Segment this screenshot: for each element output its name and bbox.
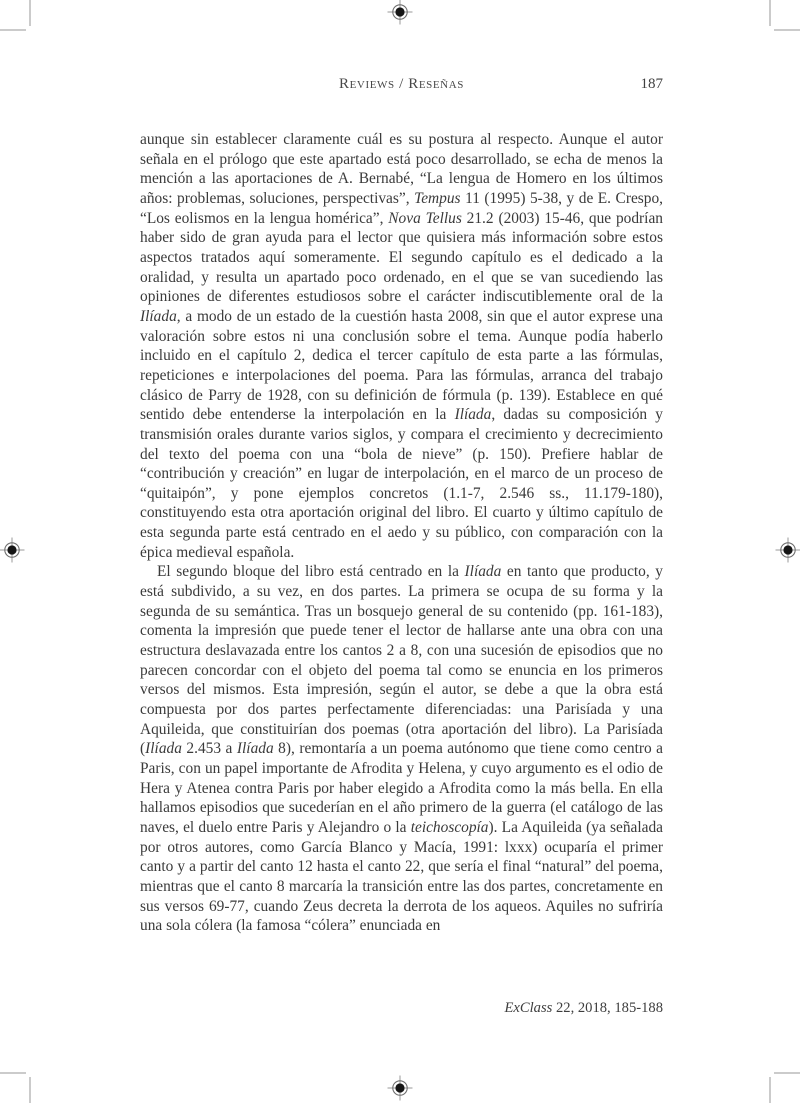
crop-mark-top-left-vertical	[29, 0, 31, 26]
text-run: 11 (1995) 5-38, y de E. Crespo, “Los eolismos en la lengua homérica”,	[140, 189, 663, 227]
text-run: El segundo bloque del libro está centrado en la	[157, 563, 465, 581]
crop-mark-bottom-right-vertical	[769, 1077, 771, 1103]
paragraph	[140, 562, 663, 935]
journal-footer	[140, 1000, 663, 1017]
crop-mark-top-left-horizontal	[0, 29, 26, 31]
crop-mark-bottom-left-vertical	[29, 1077, 31, 1103]
registration-target-icon	[387, 0, 413, 25]
registration-target-icon	[0, 537, 25, 563]
text-run: , a modo de un estado de la cuestión hasta 2008, sin que el autor exprese una valoración sobre estos ni una conclusión sobre el tema. Aunque podía haberlo incluido en el capítulo 2, dedica el tercer capítulo de esta parte a las fórmulas, repeticiones e interpolaciones del poema. Para las fórmulas, arranca del trabajo clásico de Parry de 1928, con su definición de fórmula (p. 139). Establece en qué sentido debe entenderse la interpolación en la	[140, 307, 663, 424]
italic-text-run: Ilíada	[464, 563, 502, 581]
page-header	[140, 76, 663, 93]
body-paragraphs	[140, 130, 663, 936]
text-run: ). La Aquileida (ya señalada por otros autores, como García Blanco y Macía, 1991: lxxx) ocuparía el primer canto y a partir del canto 12 hasta el canto 22, que sería el final “natural” del poema, mientras que el canto 8 marcaría la transición entre las dos partes, concretamente en sus versos 69-77, cuando Zeus decreta la derrota de los aqueos. Aquiles no sufriría una sola cólera (la famosa “cólera” enunciada en	[140, 818, 663, 935]
italic-text-run: Ilíada	[454, 406, 492, 424]
italic-text-run: Tempus	[414, 189, 461, 207]
italic-text-run: ExClass	[504, 1000, 553, 1016]
crop-mark-bottom-left-horizontal	[0, 1072, 26, 1074]
text-run: 8), remontaría a un poema autónomo que tiene como centro a Paris, con un papel importante de Afrodita y Helena, y cuyo argumento es el odio de Hera y Atenea contra Paris por haber elegido a Afrodita como la más bella. En ella hallamos episodios que sucederían en el año primero de la guerra (el catálogo de las naves, el duelo entre Paris y Alejandro o la	[140, 740, 664, 836]
text-run: , dadas su composición y transmisión orales durante varios siglos, y compara el crecimiento y decrecimiento del texto del poema con una “bola de nieve” (p. 150). Prefiere hablar de “contribución y creación” en lugar de interpolación, en el marco de un proceso de “quitaipón”, y pone ejemplos concretos (1.1-7, 2.546 ss., 11.179-180), constituyendo esta otra aportación original del libro. El cuarto y último capítulo de esta segunda parte está centrado en el aedo y su público, con comparación con la épica medieval española.	[140, 406, 663, 561]
italic-text-run: Ilíada	[140, 307, 177, 325]
crop-mark-bottom-right-horizontal	[774, 1072, 800, 1074]
italic-text-run: Nova Tellus	[388, 209, 462, 227]
running-header-title: Reviews / Reseñas	[339, 76, 464, 92]
text-run: en tanto que producto, y está subdivido, a su vez, en dos partes. La primera se ocupa de su forma y la segunda de su semántica. Tras un bosquejo general de su contenido (pp. 161-183), comenta la impresión que puede tener el lector de hallarse ante una obra con una estructura deslavazada entre los cantos 2 a 8, con una sucesión de episodios que no parecen concordar con el objeto del poema tal como se enuncia en los primeros versos del mismos. Esta impresión, según el autor, se debe a que la obra está compuesta por dos partes perfectamente diferenciadas: una Parisíada y una Aquileida, que constituirían dos poemas (otra aportación del libro). La Parisíada (	[140, 563, 664, 758]
italic-text-run: Ilíada	[236, 740, 274, 758]
text-run: 2.453 a	[181, 740, 237, 758]
text-run: 21.2 (2003) 15-46, que podrían haber sido de gran ayuda para el lector que quisiera más información sobre estos aspectos tratados aquí someramente. El segundo capítulo es el dedicado a la oralidad, y resulta un apartado poco ordenado, en el que se van sucediendo las opiniones de diferentes estudiosos sobre el carácter indiscutiblemente oral de la	[140, 209, 663, 306]
registration-target-icon	[775, 537, 800, 563]
page-number: 187	[640, 76, 663, 92]
paragraph	[140, 130, 663, 562]
text-run: 22, 2018, 185-188	[552, 1000, 663, 1016]
registration-target-icon	[387, 1075, 413, 1101]
italic-text-run: Ilíada	[145, 740, 182, 758]
italic-text-run: teichoscopía	[410, 818, 489, 836]
text-run: aunque sin establecer claramente cuál es su postura al respecto. Aunque el autor señala en el prólogo que este apartado está poco desarrollado, se echa de menos la mención a las aportaciones de A. Bernabé, “La lengua de Homero en los últimos años: problemas, soluciones, perspectivas”,	[140, 131, 663, 207]
crop-mark-top-right-vertical	[769, 0, 771, 26]
crop-mark-top-right-horizontal	[774, 29, 800, 31]
